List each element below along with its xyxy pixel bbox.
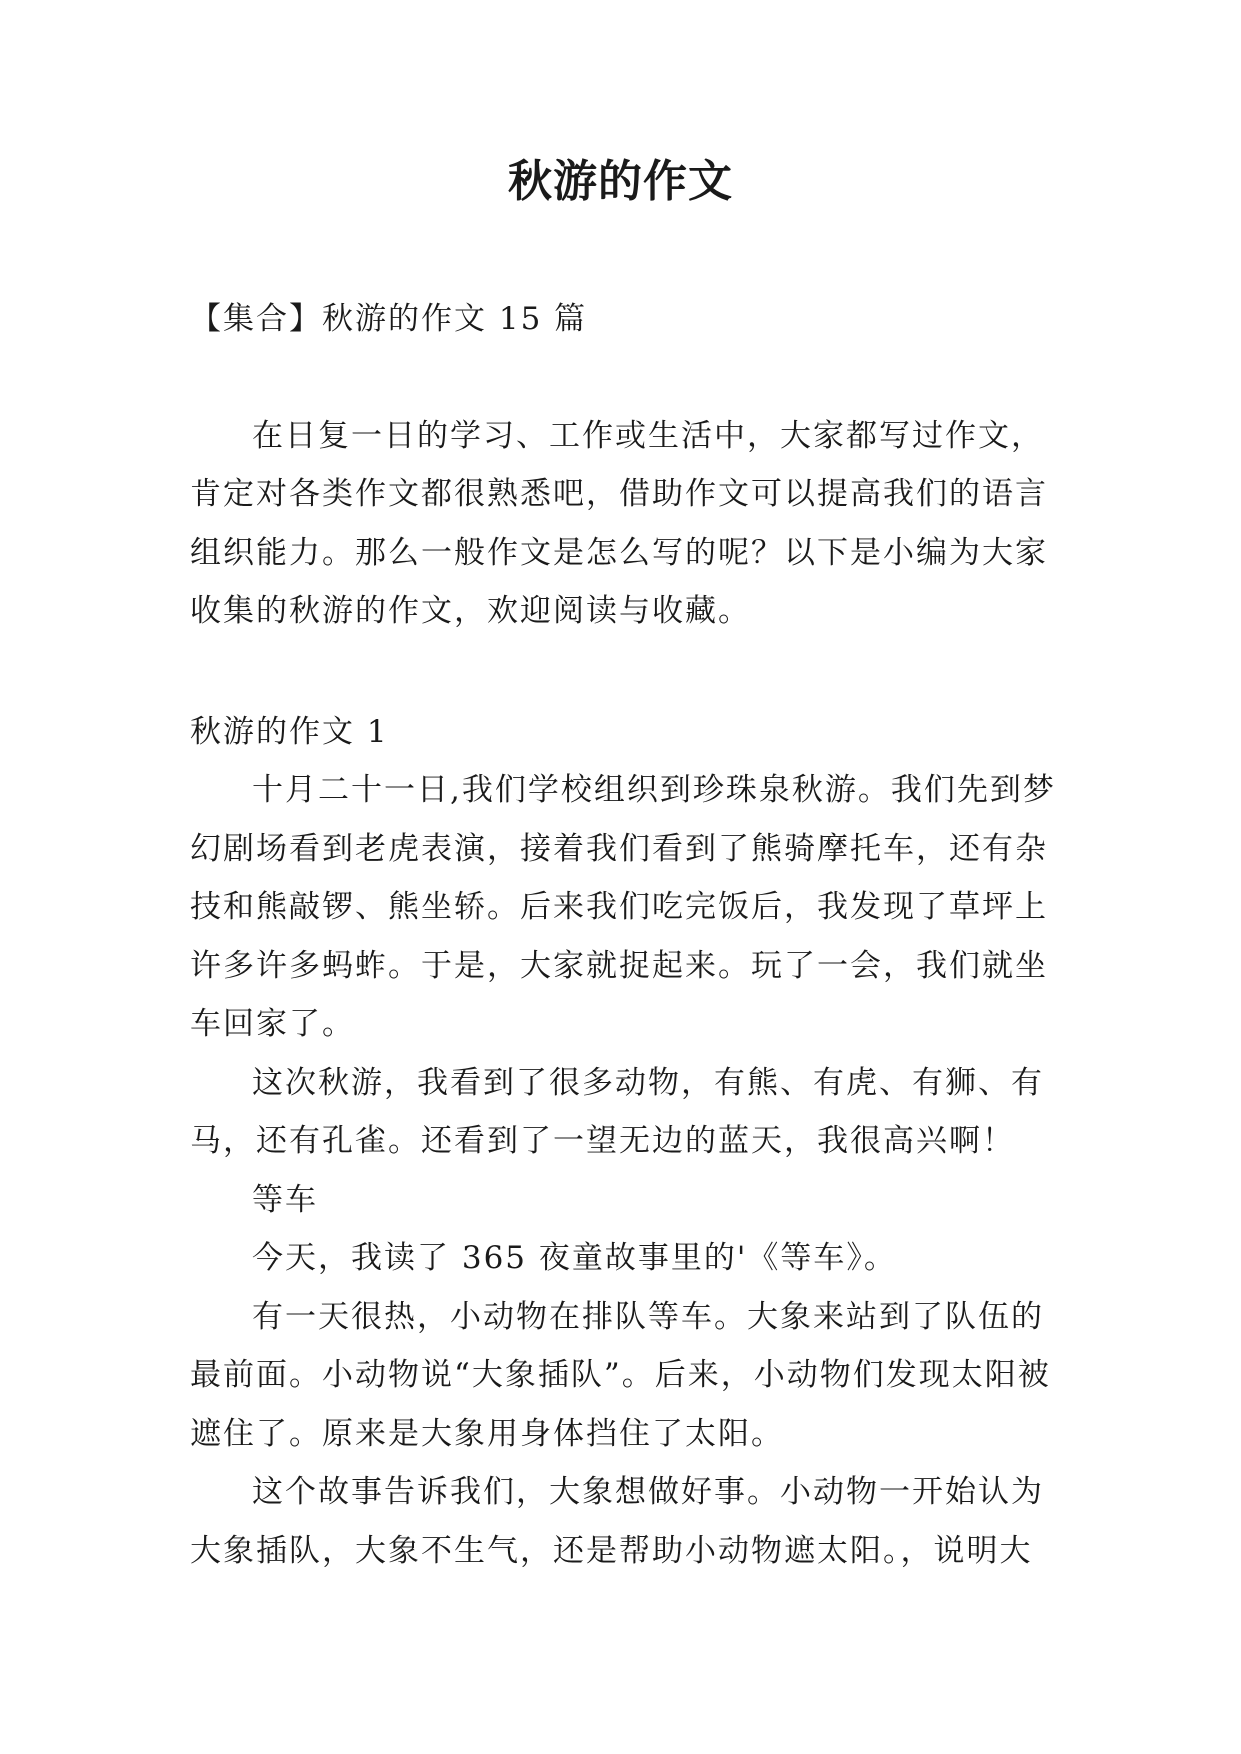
body-paragraph: 这次秋游，我看到了很多动物，有熊、有虎、有狮、有马，还有孔雀。还看到了一望无边的蓝天，我很高兴啊！ — [190, 1064, 1044, 1159]
section-heading: 秋游的作文 1 — [190, 713, 389, 750]
body-paragraph: 十月二十一日,我们学校组织到珍珠泉秋游。我们先到梦幻剧场看到老虎表演，接着我们看到了熊骑摩托车，还有杂技和熊敲锣、熊坐轿。后来我们吃完饭后，我发现了草坪上许多许多蚂蚱。于是，大家就捉起来。玩了一会，我们就坐车回家了。 — [190, 772, 1056, 1042]
story-title: 等车 — [252, 1181, 318, 1218]
document-title: 秋游的作文 — [508, 156, 733, 207]
intro-paragraph: 在日复一日的学习、工作或生活中，大家都写过作文，肯定对各类作文都很熟悉吧，借助作文可以提高我们的语言组织能力。那么一般作文是怎么写的呢？以下是小编为大家收集的秋游的作文，欢迎阅读与收藏。 — [190, 417, 1048, 629]
spacer — [190, 641, 1070, 703]
document-body — [190, 290, 1070, 1580]
body-paragraph: 有一天很热，小动物在排队等车。大象来站到了队伍的最前面。小动物说“大象插队”。后来，小动物们发现太阳被遮住了。原来是大象用身体挡住了太阳。 — [190, 1298, 1051, 1452]
spacer — [190, 349, 1070, 407]
document-subtitle: 【集合】秋游的作文 15 篇 — [190, 301, 588, 337]
body-paragraph: 这个故事告诉我们，大象想做好事。小动物一开始认为大象插队，大象不生气，还是帮助小动物遮太阳。，说明大 — [190, 1474, 1044, 1569]
body-paragraph: 今天，我读了 365 夜童故事里的'《等车》。 — [252, 1240, 897, 1276]
